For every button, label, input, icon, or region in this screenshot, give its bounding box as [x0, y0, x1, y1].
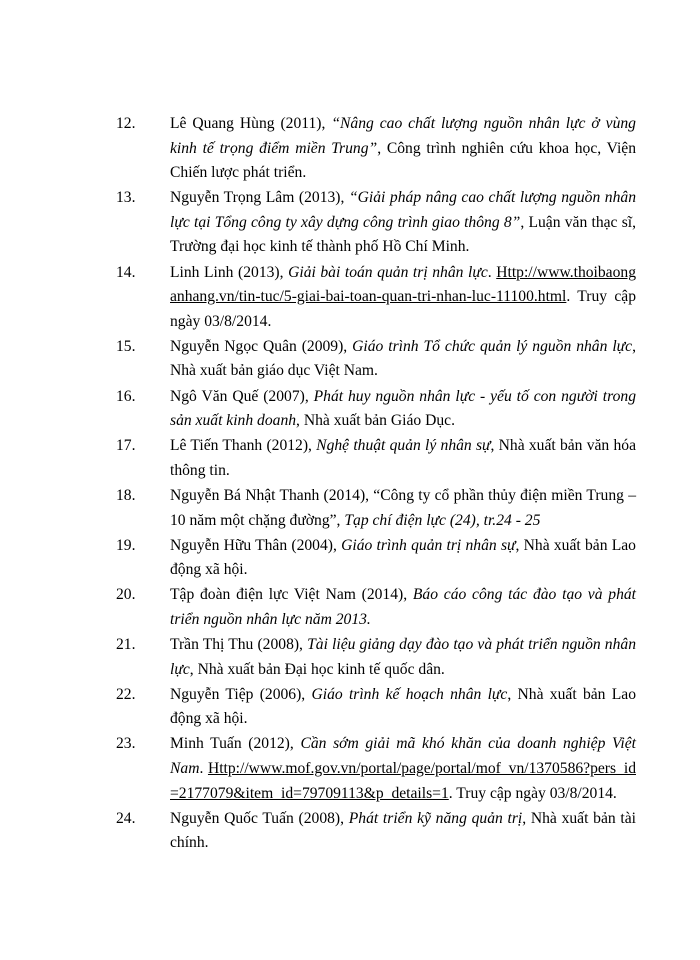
- reference-rest: .: [487, 263, 492, 281]
- reference-item: [116, 385, 636, 434]
- reference-text: [170, 683, 636, 732]
- reference-rest: , Nhà xuất bản Giáo Dục.: [296, 412, 455, 430]
- reference-author: Linh Linh (2013),: [170, 263, 289, 281]
- reference-item: [116, 633, 636, 682]
- reference-text: [170, 583, 636, 632]
- reference-text: [170, 112, 636, 186]
- reference-title: Báo cáo công tác đào tạo và phát triển nguồn nhân lực năm 2013.: [170, 586, 637, 628]
- reference-author: Lê Tiến Thanh (2012),: [170, 437, 317, 455]
- reference-text: [170, 534, 636, 583]
- reference-rest: , Nhà xuất bản giáo dục Việt Nam.: [170, 337, 636, 380]
- reference-rest: , Nhà xuất bản Lao động xã hội.: [170, 536, 636, 579]
- reference-author: Nguyễn Bá Nhật Thanh (2014), “Công ty cổ phần thủy điện miền Trung – 10 năm một chặng đường”,: [170, 486, 636, 529]
- reference-author: Lê Quang Hùng (2011),: [170, 115, 332, 132]
- reference-title: “Giải pháp nâng cao chất lượng nguồn nhân lực tại Tổng công ty xây dựng công trình giao thông 8”: [170, 189, 636, 231]
- reference-title: Giáo trình Tổ chức quản lý nguồn nhân lực: [352, 337, 633, 355]
- reference-list: [116, 112, 636, 856]
- reference-text: [170, 633, 636, 682]
- reference-item: [116, 583, 636, 632]
- reference-text: [170, 732, 636, 806]
- reference-item: [116, 534, 636, 583]
- reference-title: “Nâng cao chất lượng nguồn nhân lực ở vùng kinh tế trọng điểm miền Trung”: [170, 115, 636, 157]
- reference-author: Ngô Văn Quế (2007),: [170, 387, 314, 405]
- reference-number: 12.: [116, 115, 136, 132]
- reference-author: Nguyễn Trọng Lâm (2013),: [170, 189, 349, 207]
- reference-number: 15.: [116, 337, 136, 355]
- reference-number: 20.: [116, 586, 136, 604]
- reference-number: 24.: [116, 809, 136, 827]
- reference-text: [170, 335, 636, 384]
- reference-title: Tạp chí điện lực (24), tr.24 - 25: [344, 511, 541, 529]
- reference-title: Giáo trình quản trị nhân sự: [341, 536, 516, 554]
- reference-author: Nguyễn Hữu Thân (2004),: [170, 536, 342, 554]
- reference-title: Phát triển kỹ năng quản trị: [348, 809, 523, 827]
- reference-text: [170, 385, 636, 434]
- reference-item: [116, 335, 636, 384]
- reference-text: [170, 261, 636, 335]
- reference-rest: , Công trình nghiên cứu khoa học, Viện Chiến lược phát triển.: [170, 139, 636, 182]
- reference-item: [116, 683, 636, 732]
- reference-title: Phát huy nguồn nhân lực - yếu tố con người trong sản xuất kinh doanh: [170, 387, 636, 430]
- reference-title: Cần sớm giải mã khó khăn của doanh nghiệp Việt Nam: [170, 735, 636, 777]
- reference-number: 19.: [116, 536, 136, 554]
- reference-text: [170, 484, 636, 533]
- reference-access-date: . Truy cập ngày 03/8/2014.: [448, 784, 617, 802]
- reference-item: [116, 807, 636, 856]
- reference-number: 17.: [116, 437, 136, 455]
- reference-item: [116, 732, 636, 806]
- reference-rest: , Nhà xuất bản Lao động xã hội.: [170, 685, 636, 728]
- reference-title: Tài liệu giảng dạy đào tạo và phát triển nguồn nhân lực: [170, 635, 636, 678]
- reference-rest: .: [199, 759, 204, 777]
- reference-number: 23.: [116, 735, 136, 753]
- reference-author: Minh Tuấn (2012),: [170, 735, 301, 753]
- reference-title: Giáo trình kế hoạch nhân lực: [311, 685, 508, 703]
- reference-number: 13.: [116, 189, 136, 207]
- reference-number: 16.: [116, 387, 136, 405]
- reference-number: 21.: [116, 635, 136, 653]
- reference-item: [116, 112, 636, 186]
- reference-number: 22.: [116, 685, 136, 703]
- reference-item: [116, 186, 636, 260]
- reference-text: [170, 186, 636, 260]
- reference-title: Nghệ thuật quản lý nhân sự: [316, 437, 491, 455]
- reference-access-date: . Truy cập ngày 03/8/2014.: [170, 288, 636, 330]
- reference-url-link[interactable]: Http://www.thoibaonganhang.vn/tin-tuc/5-giai-bai-toan-quan-tri-nhan-luc-11100.html: [170, 263, 636, 306]
- reference-rest: , Nhà xuất bản Đại học kinh tế quốc dân.: [189, 660, 445, 678]
- reference-rest: , Nhà xuất bản tài chính.: [170, 809, 636, 852]
- reference-item: [116, 484, 636, 533]
- reference-title: Giải bài toán quản trị nhân lực: [288, 263, 488, 281]
- reference-text: [170, 434, 636, 483]
- reference-author: Nguyễn Tiệp (2006),: [170, 685, 312, 703]
- reference-number: 14.: [116, 263, 136, 281]
- reference-author: Tập đoàn điện lực Việt Nam (2014),: [170, 586, 413, 604]
- reference-author: Nguyễn Quốc Tuấn (2008),: [170, 809, 349, 827]
- reference-item: [116, 434, 636, 483]
- reference-author: Nguyễn Ngọc Quân (2009),: [170, 337, 353, 355]
- reference-author: Trần Thị Thu (2008),: [170, 635, 308, 653]
- reference-rest: , Nhà xuất bản văn hóa thông tin.: [170, 437, 636, 479]
- reference-number: 18.: [116, 486, 136, 504]
- reference-item: [116, 261, 636, 335]
- reference-url-link[interactable]: Http://www.mof.gov.vn/portal/page/portal/mof_vn/1370586?pers_id=2177079&item_id=79709113&p_details=1: [170, 759, 636, 802]
- reference-rest: , Luận văn thạc sĩ, Trường đại học kinh tế thành phố Hồ Chí Minh.: [170, 213, 636, 256]
- reference-text: [170, 807, 636, 856]
